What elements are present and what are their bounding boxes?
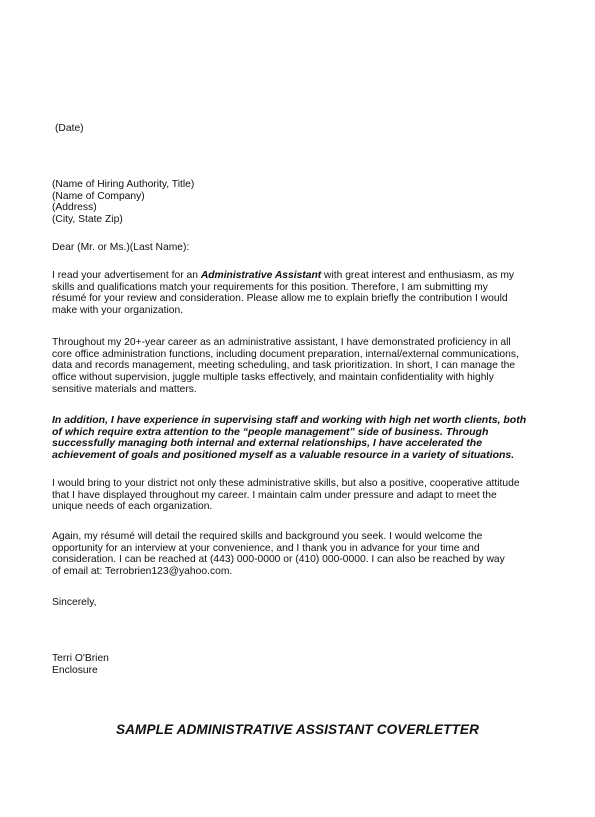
paragraph-line	[52, 270, 552, 282]
enclosure-note: Enclosure	[52, 665, 98, 676]
recipient-company: (Name of Company)	[52, 190, 145, 202]
paragraph-line: office without supervision, juggle multiple tasks effectively, and maintain confidentiality with highly	[52, 371, 494, 383]
paragraph-line: sensitive materials and matters.	[52, 383, 197, 395]
paragraph-experience	[52, 337, 552, 395]
paragraph-line: achievement of goals and positioned myself as a valuable resource in a variety of situations.	[52, 448, 515, 461]
paragraph-line: opportunity for an interview at your convenience, and I thank you in advance for your time and	[52, 542, 480, 554]
paragraph-line: skills and qualifications match your requirements for this position. Therefore, I am submitting my	[52, 281, 488, 293]
signature-name: Terri O'Brien	[52, 653, 109, 664]
paragraph-line: unique needs of each organization.	[52, 501, 213, 513]
paragraph-line: that I have displayed throughout my career. I maintain calm under pressure and adapt to meet the	[52, 489, 497, 501]
recipient-name-title: (Name of Hiring Authority, Title)	[52, 179, 195, 190]
paragraph-line: make with your organization.	[52, 304, 184, 316]
paragraph-line: data and records management, meeting scheduling, and task prioritization. In short, I can manage the	[52, 360, 516, 372]
paragraph-line: of which require extra attention to the “people management” side of business. Through	[52, 425, 489, 438]
paragraph-line: consideration. I can be reached at (443) 000-0000 or (410) 000-0000. I can also be reached by way	[52, 554, 505, 566]
paragraph-line: Throughout my 20+-year career as an administrative assistant, I have demonstrated proficiency in all	[52, 337, 511, 348]
text-run: I read your advertisement for an	[52, 270, 201, 281]
paragraph-intro	[52, 270, 552, 317]
paragraph-line: of email at: Terrobrien123@yahoo.com.	[52, 565, 233, 577]
document-footer-title: SAMPLE ADMINISTRATIVE ASSISTANT COVERLETTER	[115, 722, 480, 737]
recipient-address: (Address)	[52, 202, 97, 214]
paragraph-attitude	[52, 478, 552, 513]
paragraph-line: In addition, I have experience in supervising staff and working with high net worth clients, both	[52, 414, 527, 426]
paragraph-line: successfully managing both internal and external relationships, I have accelerated the	[52, 437, 483, 450]
job-title-emphasis: Administrative Assistant	[200, 270, 322, 281]
paragraph-supervision-emphasis	[52, 415, 552, 462]
salutation: Dear (Mr. or Ms.)(Last Name):	[52, 242, 190, 253]
recipient-block	[52, 179, 552, 226]
date-line: (Date)	[55, 123, 84, 134]
closing: Sincerely,	[52, 597, 97, 608]
paragraph-contact	[52, 531, 552, 578]
recipient-city-state-zip: (City, State Zip)	[52, 213, 123, 225]
text-run: with great interest and enthusiasm, as my	[321, 270, 515, 281]
paragraph-line: résumé for your review and consideration. Please allow me to explain briefly the contribution I would	[52, 293, 508, 305]
paragraph-line: Again, my résumé will detail the required skills and background you seek. I would welcome the	[52, 531, 483, 542]
paragraph-line: core office administration functions, including document preparation, internal/external communications,	[52, 348, 519, 360]
paragraph-line: I would bring to your district not only these administrative skills, but also a positive, cooperative attitude	[52, 478, 520, 489]
